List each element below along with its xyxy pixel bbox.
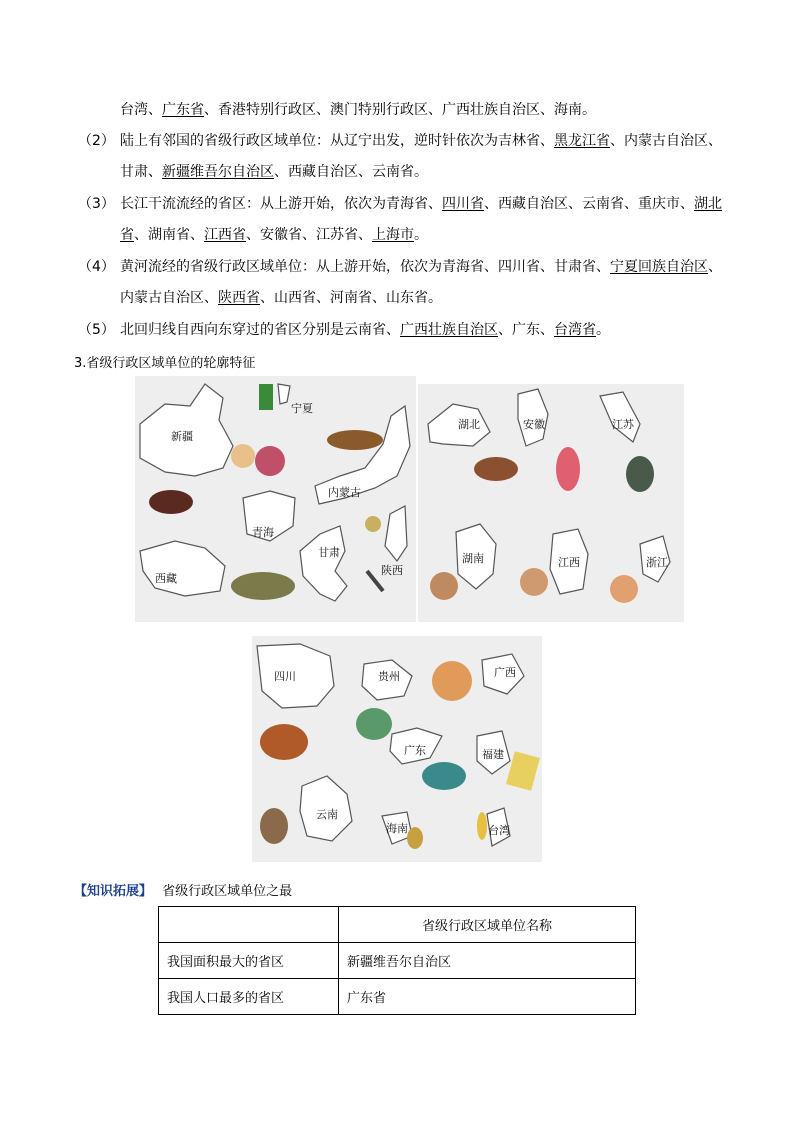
cat-illustration bbox=[432, 661, 472, 701]
block-illustration bbox=[506, 751, 540, 791]
province-label: 陕西 bbox=[381, 564, 403, 577]
face-illustration bbox=[610, 575, 638, 603]
answer-underlined: 上海市 bbox=[372, 227, 414, 243]
fish-illustration bbox=[231, 572, 295, 600]
yak-illustration bbox=[149, 490, 193, 514]
list-item-2-line2: 甘肃、新疆维吾尔自治区、西藏自治区、云南省。 bbox=[120, 164, 428, 180]
list-continuation: 台湾、广东省、香港特别行政区、澳门特别行政区、广西壮族自治区、海南。 bbox=[120, 102, 596, 118]
province-label: 宁夏 bbox=[291, 402, 313, 415]
section-title: 3.省级行政区域单位的轮廓特征 bbox=[74, 356, 256, 371]
table-cell: 我国人口最多的省区 bbox=[159, 979, 339, 1015]
answer-underlined: 江西省 bbox=[204, 227, 246, 243]
province-label: 甘肃 bbox=[318, 546, 340, 559]
province-label: 广东 bbox=[404, 744, 426, 757]
pineapple-illustration bbox=[407, 827, 423, 849]
knowledge-tag: 【知识拓展】 bbox=[74, 884, 153, 899]
answer-underlined: 四川省 bbox=[442, 196, 484, 212]
answer-underlined: 广东省 bbox=[162, 102, 204, 118]
flower-illustration bbox=[556, 447, 580, 491]
table-cell: 新疆维吾尔自治区 bbox=[339, 943, 636, 979]
face-illustration bbox=[430, 572, 458, 600]
table-row bbox=[159, 943, 636, 979]
province-label: 湖北 bbox=[458, 418, 480, 431]
dog-illustration bbox=[474, 457, 518, 481]
knowledge-title: 省级行政区域单位之最 bbox=[162, 884, 293, 899]
banana-illustration bbox=[477, 812, 487, 840]
map-panel-south bbox=[252, 636, 542, 862]
province-label: 云南 bbox=[316, 808, 338, 821]
province-label: 江西 bbox=[558, 556, 580, 569]
province-label: 浙江 bbox=[646, 556, 668, 569]
xizang-outline bbox=[140, 541, 225, 596]
pagoda-illustration bbox=[365, 516, 381, 532]
map-panel-west bbox=[135, 376, 416, 622]
province-label: 安徽 bbox=[523, 418, 545, 431]
province-label: 广西 bbox=[494, 666, 516, 679]
face-illustration bbox=[520, 568, 548, 596]
face-illustration bbox=[231, 444, 255, 468]
map-panel-east bbox=[418, 384, 684, 622]
grape-illustration bbox=[255, 446, 285, 476]
item-number: （4） bbox=[78, 259, 115, 275]
province-label: 江苏 bbox=[612, 418, 634, 431]
answer-underlined: 宁夏回族自治区 bbox=[610, 259, 708, 275]
item-number: （5） bbox=[78, 322, 115, 338]
province-label: 贵州 bbox=[378, 670, 400, 683]
province-label: 海南 bbox=[386, 822, 408, 835]
answer-underlined: 广西壮族自治区 bbox=[400, 322, 498, 338]
item-number: （2） bbox=[78, 133, 115, 149]
answer-underlined: 黑龙江省 bbox=[554, 133, 610, 149]
province-label: 福建 bbox=[482, 748, 504, 761]
figure-illustration bbox=[626, 456, 654, 492]
province-label: 新疆 bbox=[171, 430, 193, 443]
ningxia-outline bbox=[278, 384, 290, 404]
province-label: 内蒙古 bbox=[328, 486, 361, 499]
elephant-illustration bbox=[422, 762, 466, 790]
knowledge-extension bbox=[74, 880, 292, 899]
province-outlines-west bbox=[135, 376, 416, 622]
records-table bbox=[158, 906, 636, 1015]
butterfly-illustration bbox=[260, 724, 308, 760]
shaanxi-outline bbox=[385, 506, 407, 561]
province-label: 青海 bbox=[252, 526, 274, 539]
list-item-3-line2: 省、湖南省、江西省、安徽省、江苏省、上海市。 bbox=[120, 227, 428, 243]
list-item-3-line1: 长江干流流经的省区：从上游开始，依次为青海省、四川省、西藏自治区、云南省、重庆市、湖北 bbox=[120, 196, 722, 212]
item-number: （3） bbox=[78, 196, 115, 212]
table-header-row bbox=[159, 907, 636, 943]
province-label: 湖南 bbox=[462, 552, 484, 565]
answer-underlined: 湖北 bbox=[694, 196, 722, 212]
peacock-illustration bbox=[260, 808, 288, 844]
table-row bbox=[159, 979, 636, 1015]
table-cell: 广东省 bbox=[339, 979, 636, 1015]
answer-underlined: 陕西省 bbox=[218, 290, 260, 306]
list-item-4-line1: 黄河流经的省级行政区域单位：从上游开始，依次为青海省、四川省、甘肃省、宁夏回族自治区、 bbox=[120, 259, 722, 275]
leaf-illustration bbox=[356, 708, 392, 740]
table-header-cell bbox=[159, 907, 339, 943]
horse-illustration bbox=[327, 430, 383, 450]
list-item-2-line1: 陆上有邻国的省级行政区域单位：从辽宁出发，逆时针依次为吉林省、黑龙江省、内蒙古自治区、 bbox=[120, 133, 722, 149]
answer-underlined: 新疆维吾尔自治区 bbox=[162, 164, 274, 180]
list-item-4-line2: 内蒙古自治区、陕西省、山西省、河南省、山东省。 bbox=[120, 290, 442, 306]
province-label: 台湾 bbox=[488, 824, 510, 837]
ningxia-illustration bbox=[259, 384, 273, 410]
answer-underlined: 省 bbox=[120, 227, 134, 243]
list-item-5-line1: 北回归线自西向东穿过的省区分别是云南省、广西壮族自治区、广东、台湾省。 bbox=[120, 322, 610, 338]
answer-underlined: 台湾省 bbox=[554, 322, 596, 338]
table-header-cell: 省级行政区域单位名称 bbox=[339, 907, 636, 943]
gansu-outline bbox=[300, 526, 347, 601]
table-cell: 我国面积最大的省区 bbox=[159, 943, 339, 979]
province-label: 西藏 bbox=[155, 572, 177, 585]
province-label: 四川 bbox=[274, 670, 296, 683]
